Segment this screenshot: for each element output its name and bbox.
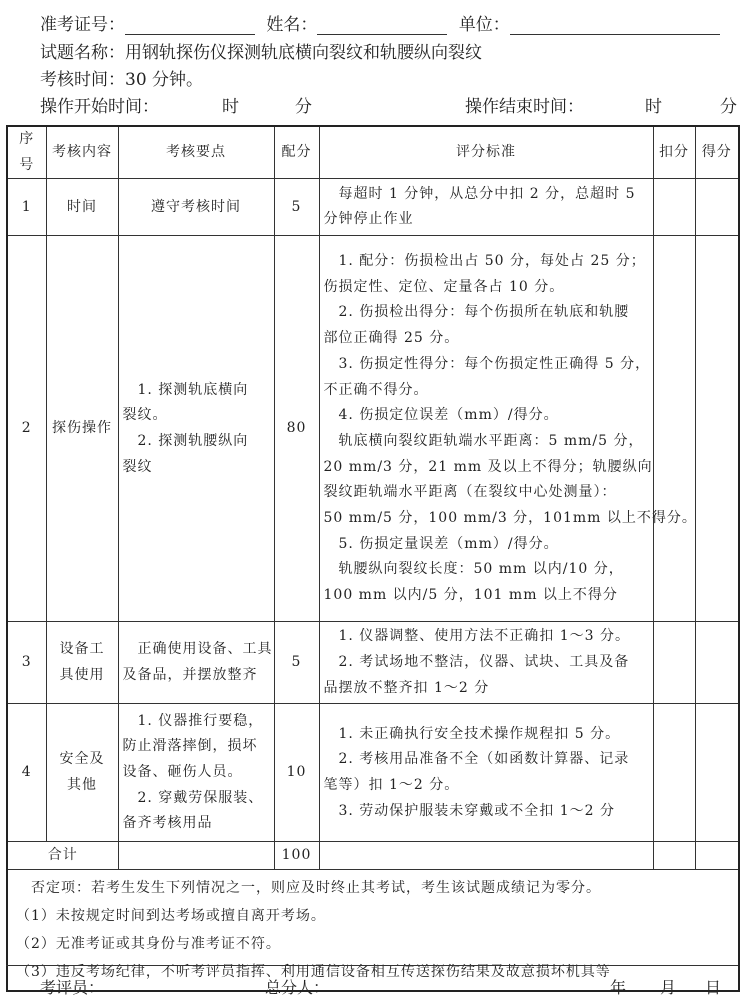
criteria-line: 轨腰纵向裂纹长度：50 mm 以内/10 分，: [323, 561, 624, 578]
assessment-points: [118, 622, 274, 704]
criteria-line: 品摆放不整齐扣 1～2 分: [323, 679, 490, 696]
total-row: [7, 842, 739, 870]
criteria-line: 1. 未正确执行安全技术操作规程扣 5 分。: [323, 725, 621, 742]
criteria-line: 每超时 1 分钟，从总分中扣 2 分，总超时 5: [323, 185, 636, 202]
end-minute-label: 分: [720, 97, 737, 117]
points-line: 备齐考核用品: [122, 815, 213, 832]
content-line: 探伤操作: [52, 420, 112, 437]
criteria-line: 20 mm/3 分，21 mm 及以上不得分；轨腰纵向: [323, 458, 653, 475]
content-line: 设备工: [59, 641, 105, 658]
exam-id-field[interactable]: [125, 16, 255, 35]
veto-line: （2）无准考证或其身份与准考证不符。: [16, 936, 281, 953]
column-header: 得分: [695, 126, 739, 179]
content-line: 具使用: [59, 666, 105, 683]
divider: [6, 965, 738, 966]
total-deduction[interactable]: [653, 842, 695, 870]
scoring-criteria: [319, 236, 697, 622]
deduction-cell[interactable]: [653, 236, 695, 622]
content-line: 其他: [67, 776, 97, 793]
unit-field[interactable]: [510, 16, 720, 35]
allocated-score: 80: [274, 236, 319, 622]
column-header: 序号: [7, 126, 46, 179]
veto-line: （1）未按规定时间到达考场或擅自离开考场。: [16, 908, 326, 925]
criteria-line: 3. 伤损定性得分：每个伤损定性正确得 5 分，: [323, 355, 651, 372]
content-line: 安全及: [59, 751, 105, 768]
criteria-line: 裂纹距轨端水平距离（在裂纹中心处测量）：: [323, 484, 617, 501]
row-number: 1: [7, 179, 46, 236]
assessment-points: [118, 179, 274, 236]
start-time-label: 操作开始时间：: [40, 97, 159, 117]
table-row: [7, 179, 739, 236]
criteria-line: 5. 伤损定量误差（mm）/得分。: [323, 535, 559, 552]
obtained-score-cell[interactable]: [695, 236, 739, 622]
scoring-criteria: [319, 179, 653, 236]
points-line: 1. 探测轨底横向: [122, 381, 249, 398]
total-label: 合计: [7, 842, 118, 870]
points-line: 遵守考核时间: [151, 198, 241, 215]
criteria-line: 分钟停止作业: [323, 211, 414, 228]
criteria-line: 2. 伤损检出得分：每个伤损所在轨底和轨腰: [323, 304, 630, 321]
name-field[interactable]: [317, 16, 447, 35]
criteria-line: 100 mm 以内/5 分，101 mm 以上不得分: [323, 587, 618, 604]
end-time-label: 操作结束时间：: [465, 97, 584, 117]
criteria-line: 伤损定性、定位、定量各占 10 分。: [323, 278, 565, 295]
points-line: 及备品，并摆放整齐: [122, 666, 258, 683]
assessment-points: [118, 236, 274, 622]
candidate-info-line: [40, 10, 720, 35]
assessment-content: [46, 179, 118, 236]
scoring-criteria: [319, 704, 653, 842]
row-number: 3: [7, 622, 46, 704]
table-row: [7, 236, 739, 622]
start-hour-label: 时: [222, 97, 239, 117]
points-line: 设备、砸伤人员。: [122, 764, 243, 781]
table-row: [7, 704, 739, 842]
assessment-content: [46, 622, 118, 704]
criteria-line: 2. 考试场地不整洁，仪器、试块、工具及备: [323, 654, 630, 671]
veto-line: 否定项：若考生发生下列情况之一，则应及时终止其考试，考生该试题成绩记为零分。: [16, 880, 601, 897]
criteria-line: 笔等）扣 1～2 分。: [323, 776, 460, 793]
criteria-line: 1. 配分：伤损检出占 50 分，每处占 25 分；: [323, 252, 646, 269]
row-number: 2: [7, 236, 46, 622]
assessment-content: [46, 236, 118, 622]
points-line: 1. 仪器推行要稳，: [122, 712, 264, 729]
examiner-label: 考评员：: [40, 978, 105, 997]
day-label: 日: [705, 978, 722, 997]
points-line: 正确使用设备、工具: [122, 641, 273, 658]
veto-row: [7, 870, 739, 992]
operation-time-line: [40, 92, 740, 117]
criteria-line: 轨底横向裂纹距轨端水平距离：5 mm/5 分，: [323, 432, 644, 449]
criteria-line: 50 mm/5 分，100 mm/3 分，101mm 以上不得分。: [323, 510, 697, 527]
criteria-line: 部位正确得 25 分。: [323, 330, 460, 347]
deduction-cell[interactable]: [653, 622, 695, 704]
table-row: [7, 622, 739, 704]
column-header: 扣分: [653, 126, 695, 179]
allocated-score: 5: [274, 179, 319, 236]
points-line: 防止滑落摔倒，损坏: [122, 738, 258, 755]
scorer-label: 总分人：: [265, 978, 330, 997]
assessment-points: [118, 704, 274, 842]
obtained-score-cell[interactable]: [695, 179, 739, 236]
exam-duration: 考核时间：30 分钟。: [40, 70, 204, 90]
veto-line: （3）违反考场纪律，不听考评员指挥、利用通信设备相互传送探伤结果及故意损坏机具等: [16, 964, 611, 981]
obtained-score-cell[interactable]: [695, 704, 739, 842]
exam-title: 试题名称：用钢轨探伤仪探测轨底横向裂纹和轨腰纵向裂纹: [40, 43, 482, 63]
allocated-score: 5: [274, 622, 319, 704]
start-minute-label: 分: [295, 97, 312, 117]
month-label: 月: [660, 978, 677, 997]
column-header: 考核内容: [46, 126, 118, 179]
deduction-cell[interactable]: [653, 179, 695, 236]
deduction-cell[interactable]: [653, 704, 695, 842]
name-label: 姓名：: [266, 15, 318, 35]
points-line: 裂纹: [122, 458, 153, 475]
veto-clauses: [7, 870, 739, 992]
column-header: 评分标准: [319, 126, 653, 179]
assessment-content: [46, 704, 118, 842]
year-label: 年: [610, 978, 627, 997]
allocated-score: 10: [274, 704, 319, 842]
criteria-line: 2. 考核用品准备不全（如函数计算器、记录: [323, 751, 630, 768]
end-hour-label: 时: [645, 97, 662, 117]
criteria-line: 3. 劳动保护服装未穿戴或不全扣 1～2 分: [323, 802, 616, 819]
total-score: 100: [274, 842, 319, 870]
column-header: 考核要点: [118, 126, 274, 179]
obtained-score-cell[interactable]: [695, 622, 739, 704]
points-line: 裂纹。: [122, 407, 168, 424]
total-obtained[interactable]: [695, 842, 739, 870]
unit-label: 单位：: [458, 15, 510, 35]
content-line: 时间: [67, 198, 97, 215]
scoring-criteria: [319, 622, 653, 704]
criteria-line: 4. 伤损定位误差（mm）/得分。: [323, 407, 559, 424]
points-line: 2. 穿戴劳保服装、: [122, 789, 264, 806]
row-number: 4: [7, 704, 46, 842]
exam-id-label: 准考证号：: [40, 15, 125, 35]
criteria-line: 1. 仪器调整、使用方法不正确扣 1～3 分。: [323, 628, 631, 645]
criteria-line: 不正确不得分。: [323, 381, 429, 398]
column-header: 配分: [274, 126, 319, 179]
scoring-table: [6, 125, 740, 992]
points-line: 2. 探测轨腰纵向: [122, 432, 249, 449]
